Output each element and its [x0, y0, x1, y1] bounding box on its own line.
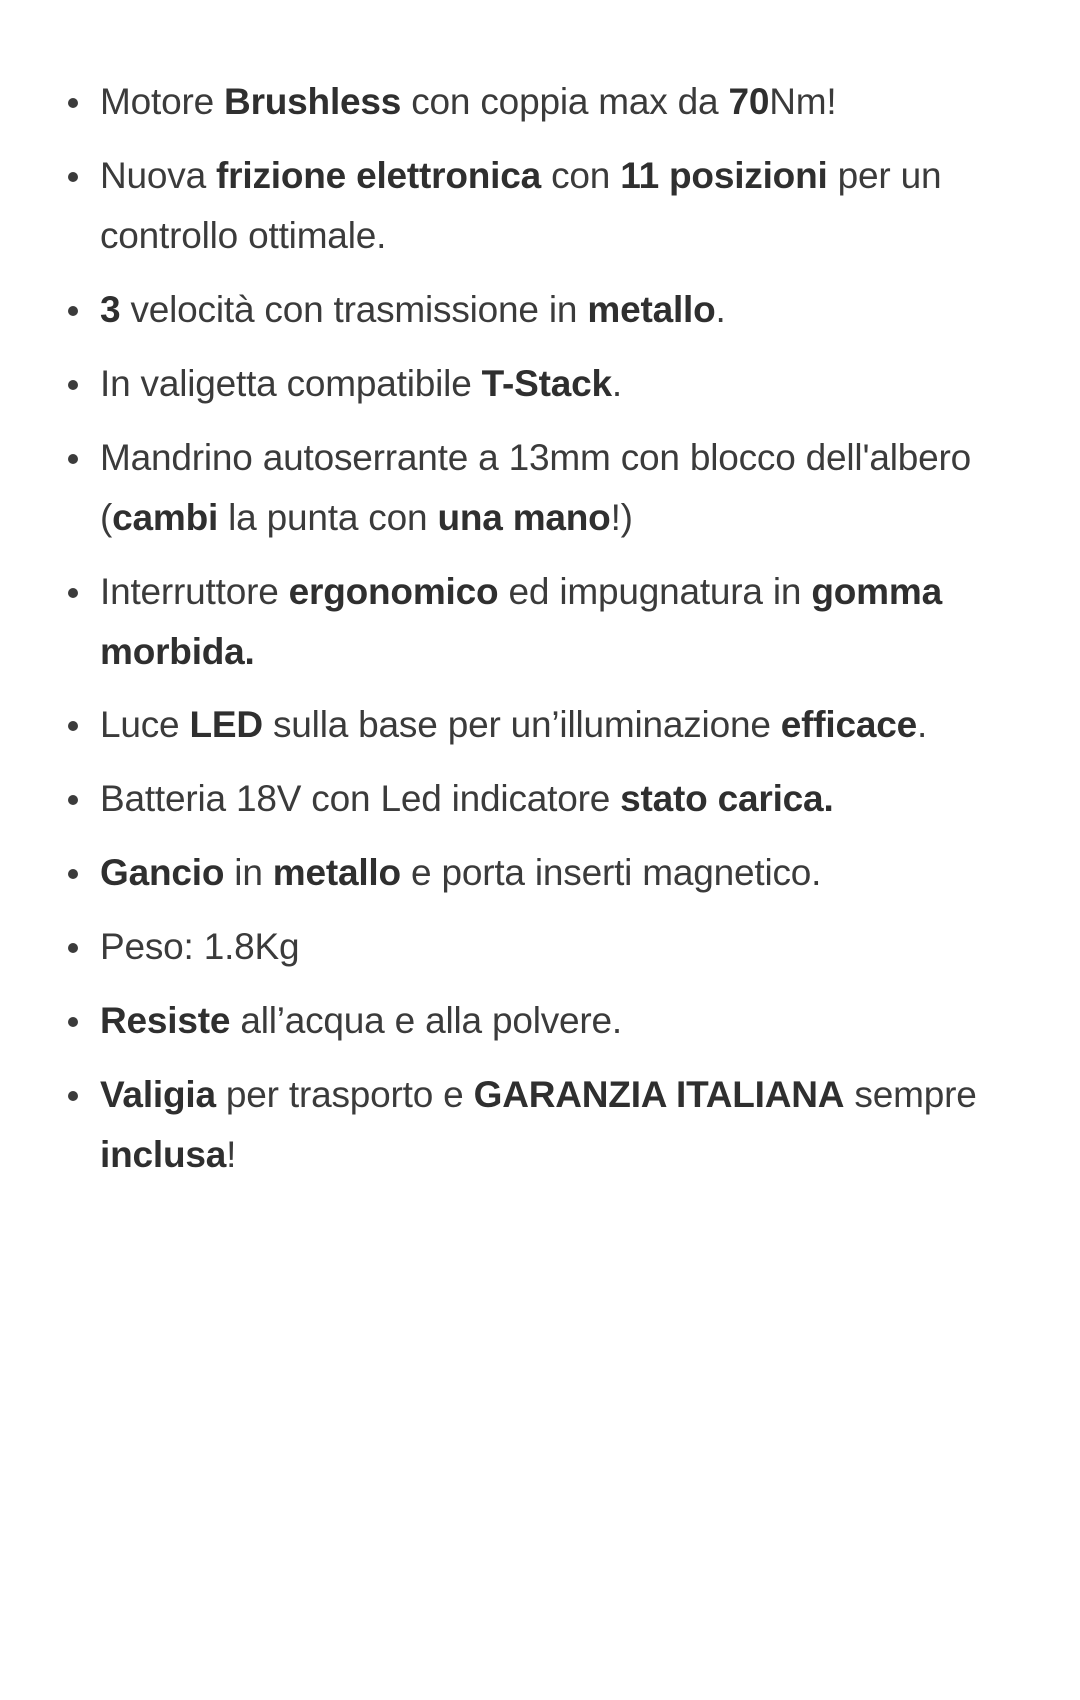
emphasis-text: 3	[100, 288, 121, 330]
body-text: in	[224, 852, 273, 894]
emphasis-text: Brushless	[224, 81, 402, 122]
emphasis-text: GARANZIA ITALIANA	[473, 1074, 845, 1116]
list-item-motore-brushless	[60, 72, 1020, 132]
emphasis-text: metallo	[587, 288, 716, 330]
list-item-interruttore-ergonomico	[60, 562, 1020, 682]
list-item-peso	[60, 917, 1020, 977]
emphasis-text: ergonomico	[288, 570, 499, 612]
body-text: !	[226, 1134, 237, 1176]
list-item-mandrino-autoserrante	[60, 428, 1020, 548]
emphasis-text: LED	[189, 704, 263, 746]
body-text: Interruttore	[100, 570, 289, 612]
emphasis-text: una mano	[437, 496, 611, 538]
list-item-resistenza	[60, 991, 1020, 1051]
body-text: la punta con	[218, 496, 438, 538]
emphasis-text: 11 posizioni	[620, 154, 828, 196]
body-text: Nm!	[769, 81, 837, 122]
body-text: sulla base per un’illuminazione	[262, 704, 781, 746]
list-item-batteria-18v	[60, 769, 1020, 829]
body-text: In valigetta compatibile	[100, 362, 482, 404]
body-text: .	[715, 288, 726, 330]
list-item-frizione-elettronica	[60, 146, 1020, 266]
emphasis-text: gomma morbida.	[100, 570, 942, 672]
list-item-luce-led	[60, 695, 1020, 755]
body-text: Nuova	[100, 154, 217, 196]
body-text: per un controllo ottimale.	[100, 154, 942, 256]
emphasis-text: T-Stack	[481, 362, 612, 404]
body-text: .	[917, 704, 928, 746]
body-text: Batteria 18V con Led indicatore	[100, 778, 621, 820]
list-item-valigia-garanzia	[60, 1065, 1020, 1185]
body-text: e porta inserti magnetico.	[400, 852, 822, 894]
list-item-velocita-trasmissione	[60, 280, 1020, 340]
body-text: Luce	[100, 704, 190, 746]
body-text: Mandrino autoserrante a 13mm con blocco dell'albero (	[100, 436, 971, 538]
body-text: con	[541, 154, 621, 196]
list-item-gancio-metallo	[60, 843, 1020, 903]
emphasis-text: Valigia	[100, 1074, 216, 1116]
emphasis-text: cambi	[112, 496, 219, 538]
body-text: Peso: 1.8Kg	[100, 926, 300, 968]
emphasis-text: metallo	[272, 852, 401, 894]
body-text: con coppia max da	[401, 81, 729, 122]
body-text: per trasporto e	[215, 1074, 474, 1116]
body-text: velocità con trasmissione in	[120, 288, 588, 330]
emphasis-text: Gancio	[100, 852, 225, 894]
emphasis-text: Resiste	[100, 1000, 231, 1042]
body-text: sempre	[844, 1074, 977, 1116]
body-text: !)	[610, 496, 633, 538]
emphasis-text: inclusa	[100, 1134, 227, 1176]
list-item-valigetta-t-stack	[60, 354, 1020, 414]
emphasis-text: frizione elettronica	[216, 154, 542, 196]
emphasis-text: 70	[728, 81, 770, 122]
emphasis-text: stato carica.	[620, 778, 834, 820]
feature-bullet-list	[60, 72, 1020, 1185]
body-text: .	[611, 362, 622, 404]
body-text: Motore	[100, 81, 225, 122]
body-text: ed impugnatura in	[498, 570, 812, 612]
emphasis-text: efficace	[780, 704, 918, 746]
body-text: all’acqua e alla polvere.	[230, 1000, 623, 1042]
